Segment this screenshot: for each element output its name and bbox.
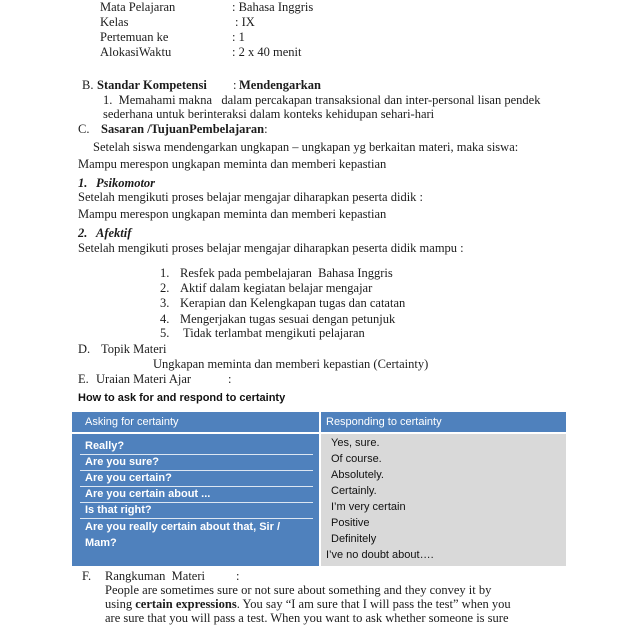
table-cell-responding: Certainly. (331, 485, 377, 497)
section-b-letter: B. (82, 78, 94, 92)
table-cell-asking: Are you sure? (80, 455, 313, 471)
list-item: Mengerjakan tugas sesuai dengan petunjuk (180, 312, 396, 326)
afektif-number: 2. (78, 226, 88, 240)
meta-value-subject: : Bahasa Inggris (232, 0, 314, 14)
afektif-intro: Setelah mengikuti proses belajar mengajar diharapkan peserta didik mampu : (78, 241, 464, 255)
competency-line-1: 1. Memahami makna dalam percakapan transaksional dan inter-personal lisan pendek (103, 93, 541, 107)
table-header-responding: Responding to certainty (321, 412, 566, 432)
section-b-value: Mendengarkan (239, 78, 321, 92)
responding-column (321, 434, 566, 566)
meta-label-meeting: Pertemuan ke (100, 30, 169, 44)
summary-keyword: certain expressions (135, 597, 237, 611)
summary-line-2 (105, 597, 511, 612)
section-c-title: Sasaran /TujuanPembelajaran (101, 122, 265, 136)
table-cell-responding: Of course. (331, 453, 382, 465)
table-cell-responding: Yes, sure. (331, 437, 380, 449)
meta-label-time: AlokasiWaktu (100, 45, 172, 59)
section-b-colon: : (233, 78, 237, 92)
section-d-topic: Ungkapan meminta dan memberi kepastian (Certainty) (153, 357, 429, 371)
section-c-colon: : (264, 122, 268, 136)
section-e-letter: E. (78, 372, 89, 386)
meta-label-class: Kelas (100, 15, 129, 29)
summary-line-1: People are sometimes sure or not sure about something and they convey it by (105, 583, 492, 597)
section-c-goal: Mampu merespon ungkapan meminta dan memberi kepastian (78, 157, 387, 171)
table-cell-responding: I’ve no doubt about…. (326, 549, 434, 561)
section-c-letter: C. (78, 122, 90, 136)
list-item-number: 5. (160, 326, 170, 340)
section-b-title: Standar Kompetensi (97, 78, 207, 92)
asking-column (72, 434, 319, 566)
afektif-title: Afektif (96, 226, 132, 240)
meta-value-meeting: : 1 (232, 30, 245, 44)
meta-label-subject: Mata Pelajaran (100, 0, 176, 14)
table-cell-responding: Definitely (331, 533, 377, 545)
table-header-asking: Asking for certainty (72, 412, 319, 432)
list-item-number: 2. (160, 281, 170, 295)
section-c-heading (101, 122, 268, 137)
list-item-number: 3. (160, 296, 170, 310)
table-cell-responding: Absolutely. (331, 469, 384, 481)
summary-line-2-end: . You say “I am sure that I will pass the test” when you (236, 597, 511, 611)
list-item: Tidak terlambat mengikuti pelajaran (183, 326, 365, 340)
table-cell-responding: I’m very certain (331, 501, 406, 513)
table-cell-asking: Are you certain about ... (80, 487, 313, 503)
section-d-letter: D. (78, 342, 91, 356)
section-e-title: Uraian Materi Ajar (96, 372, 192, 386)
meta-value-class: : IX (235, 15, 255, 29)
psikomotor-number: 1. (78, 176, 88, 190)
section-e-subtitle: How to ask for and respond to certainty (78, 392, 286, 404)
table-cell-responding: Positive (331, 517, 370, 529)
table-cell-asking: Is that right? (80, 503, 313, 519)
section-d-title: Topik Materi (101, 342, 167, 356)
competency-line-2: sederhana untuk berinteraksi dalam konteks kehidupan sehari-hari (103, 107, 435, 121)
list-item-number: 4. (160, 312, 170, 326)
table-cell-asking: Mam? (85, 537, 117, 549)
psikomotor-intro: Setelah mengikuti proses belajar mengajar diharapkan peserta didik : (78, 190, 424, 204)
psikomotor-title: Psikomotor (96, 176, 156, 190)
certainty-table (72, 412, 566, 566)
list-item: Resfek pada pembelajaran Bahasa Inggris (180, 266, 393, 280)
table-cell-asking: Are you certain? (80, 471, 313, 487)
section-f-colon: : (236, 569, 240, 583)
table-cell-asking: Are you really certain about that, Sir / (85, 521, 280, 533)
psikomotor-goal: Mampu merespon ungkapan meminta dan memberi kepastian (78, 207, 387, 221)
summary-line-2-start: using (105, 597, 136, 611)
list-item: Aktif dalam kegiatan belajar mengajar (180, 281, 373, 295)
table-cell-asking: Really? (80, 439, 313, 455)
section-c-intro: Setelah siswa mendengarkan ungkapan – ungkapan yg berkaitan materi, maka siswa: (93, 140, 519, 154)
list-item: Kerapian dan Kelengkapan tugas dan catatan (180, 296, 406, 310)
section-f-title: Rangkuman Materi (105, 569, 205, 583)
meta-value-time: : 2 x 40 menit (232, 45, 302, 59)
list-item-number: 1. (160, 266, 170, 280)
section-e-colon: : (228, 372, 232, 386)
summary-line-3: are sure that you will pass a test. When you want to ask whether someone is sure (105, 611, 509, 625)
section-f-letter: F. (82, 569, 92, 583)
